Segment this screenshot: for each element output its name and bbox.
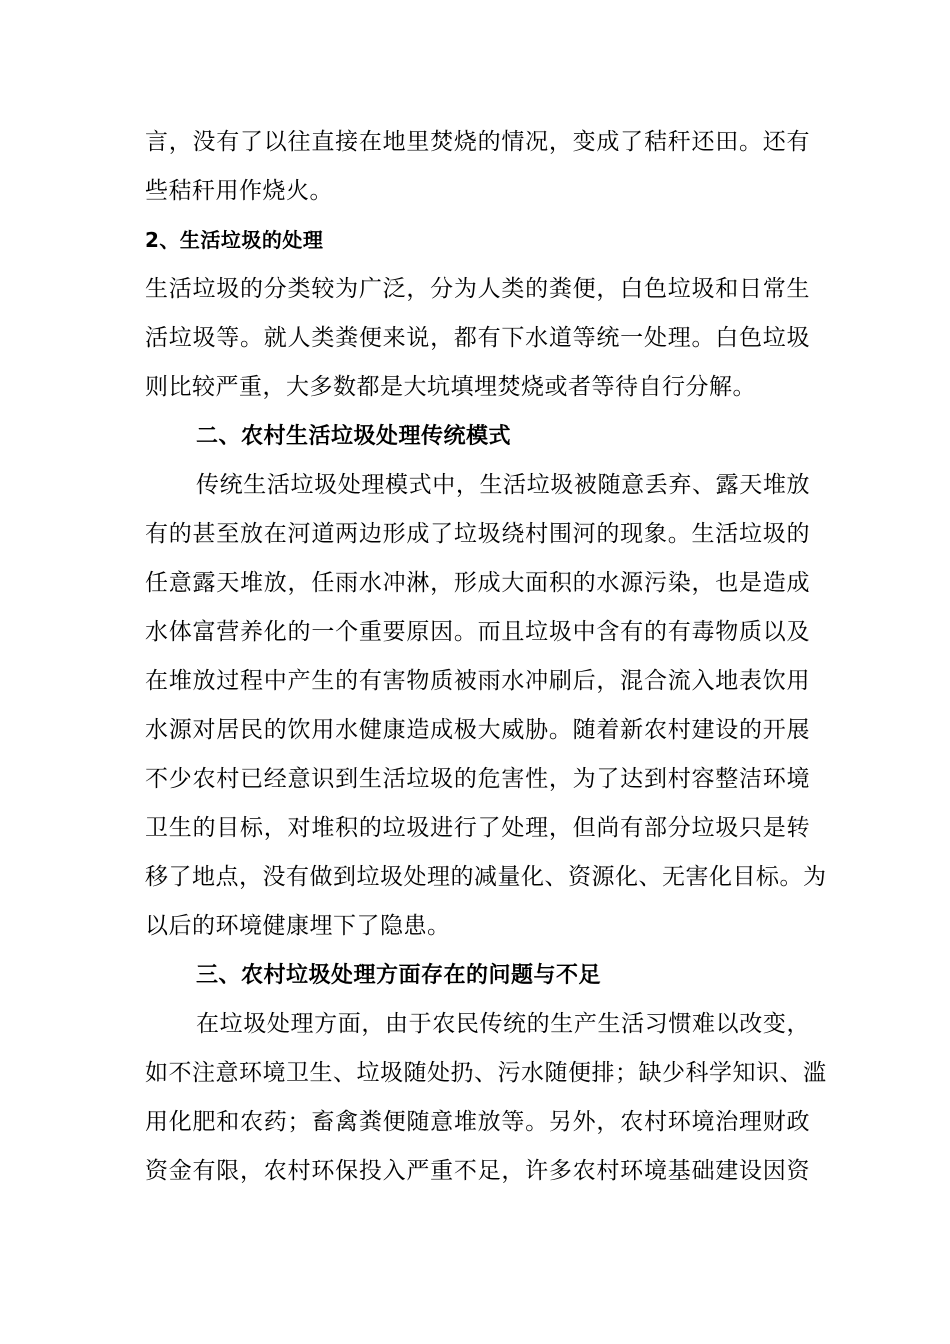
text-line: 生活垃圾的分类较为广泛，分为人类的粪便，白色垃圾和日常生 xyxy=(145,276,810,302)
text-line: 传统生活垃圾处理模式中，生活垃圾被随意丢弃、露天堆放 xyxy=(196,472,810,498)
section-heading-traditional-mode: 二、农村生活垃圾处理传统模式 xyxy=(196,424,512,449)
text-line: 水体富营养化的一个重要原因。而且垃圾中含有的有毒物质以及 xyxy=(145,619,810,645)
text-line: 活垃圾等。就人类粪便来说，都有下水道等统一处理。白色垃圾 xyxy=(145,325,810,351)
paragraph-intro-continued xyxy=(145,118,810,216)
paragraph-household-waste xyxy=(145,265,810,412)
section-subheading-household-waste: 2、生活垃圾的处理 xyxy=(145,228,324,252)
text-line: 用化肥和农药；畜禽粪便随意堆放等。另外，农村环境治理财政 xyxy=(145,1109,810,1135)
text-line: 如不注意环境卫生、垃圾随处扔、污水随便排；缺少科学知识、滥 xyxy=(145,1060,827,1086)
paragraph-problems xyxy=(145,1000,827,1196)
text-line: 不少农村已经意识到生活垃圾的危害性，为了达到村容整洁环境 xyxy=(145,766,810,792)
text-line: 水源对居民的饮用水健康造成极大威胁。随着新农村建设的开展 xyxy=(145,717,810,743)
text-line: 以后的环境健康埋下了隐患。 xyxy=(145,913,451,939)
text-line: 卫生的目标，对堆积的垃圾进行了处理，但尚有部分垃圾只是转 xyxy=(145,815,810,841)
text-line: 资金有限，农村环保投入严重不足，许多农村环境基础建设因资 xyxy=(145,1158,810,1184)
text-line: 在垃圾处理方面，由于农民传统的生产生活习惯难以改变， xyxy=(196,1011,810,1037)
text-line: 移了地点，没有做到垃圾处理的减量化、资源化、无害化目标。为 xyxy=(145,864,827,890)
text-line: 在堆放过程中产生的有害物质被雨水冲刷后，混合流入地表饮用 xyxy=(145,668,810,694)
document-body xyxy=(145,118,827,1196)
text-line: 些秸秆用作烧火。 xyxy=(145,178,333,204)
section-heading-problems: 三、农村垃圾处理方面存在的问题与不足 xyxy=(196,963,602,988)
text-line: 则比较严重，大多数都是大坑填埋焚烧或者等待自行分解。 xyxy=(145,374,756,400)
text-line: 任意露天堆放，任雨水冲淋，形成大面积的水源污染，也是造成 xyxy=(145,570,810,596)
text-line: 言，没有了以往直接在地里焚烧的情况，变成了秸秆还田。还有 xyxy=(145,129,810,155)
text-line: 有的甚至放在河道两边形成了垃圾绕村围河的现象。生活垃圾的 xyxy=(145,521,810,547)
paragraph-traditional-mode xyxy=(145,461,827,951)
